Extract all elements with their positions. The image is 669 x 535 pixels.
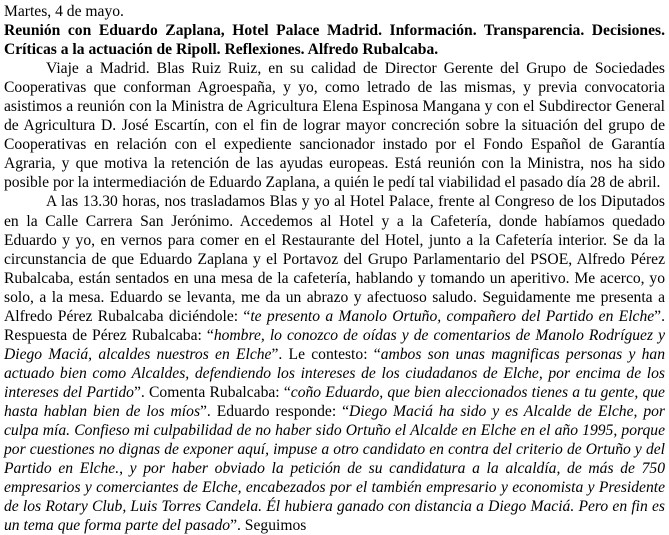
quote-zaplana-response: Diego Maciá ha sido y es Alcalde de Elche, por culpa mía. Confieso mi culpabilidad de no haber sido Ortuño el Alcalde en Elche en el año 1995, porque por cuestiones no dignas de exponer aquí, impuse a otro candidato en contra del criterio de Ortuño y del Partido en Elche., y por haber obviado la petición de su candidatura a la alcaldía, de más de 750 empresarios y comerciantes de Elche, encabezados por el también empresario y economista y Presidente de los Rotary Club, Luis Torres Candela. Él hubiera ganado con distancia a Diego Maciá. Pero en fin es un tema que forma parte del pasado <box>4 402 665 535</box>
paragraph-2-text-2: ”. Respuesta de Pérez Rubalcaba: “ <box>4 307 665 344</box>
document-page <box>4 2 665 535</box>
paragraph-2-text-6: ”. Seguimos <box>230 517 307 535</box>
paragraph-2-text-5: ”. Eduardo responde: “ <box>200 402 350 420</box>
document-title: Reunión con Eduardo Zaplana, Hotel Palace Madrid. Información. Transparencia. Decisiones. Críticas a la actuación de Ripoll. Reflexiones. Alfredo Rubalcaba. <box>4 22 665 59</box>
paragraph-2-text-1: A las 13.30 horas, nos trasladamos Blas y yo al Hotel Palace, frente al Congreso de los Diputados en la Calle Carrera San Jerónimo. Accedemos al Hotel y a la Cafetería, donde habíamos quedado Eduardo y yo, en vernos para comer en el Restaurante del Hotel, junto a la Cafetería interior. Se da la circunstancia de que Eduardo Zaplana y el Portavoz del Grupo Parlamentario del PSOE, Alfredo Pérez Rubalcaba, están sentados en una mesa de la cafetería, hablando y tomando un aperitivo. Me acerco, yo solo, a la mesa. Eduardo se levanta, me da un abrazo y afectuoso saludo. Seguidamente me presenta a Alfredo Pérez Rubalcaba diciéndole: “ <box>4 193 665 325</box>
document-date: Martes, 4 de mayo. <box>4 3 124 20</box>
quote-ortuno-reply: ambos son unas magnificas personas y han actuado bien como Alcaldes, defendiendo los intereses de los ciudadanos de Elche, por encima de los intereses del Partido <box>4 345 666 401</box>
paragraph-2-text-4: ”. Comenta Rubalcaba: “ <box>133 383 291 401</box>
quote-rubalcaba-response: hombre, lo conozco de oídas y de comentarios de Manolo Rodríguez y Diego Maciá, alcaldes nuestros en Elche <box>4 326 665 363</box>
paragraph-1: Viaje a Madrid. Blas Ruiz Ruiz, en su calidad de Director Gerente del Grupo de Sociedades Cooperativas que conforman Agroespaña, y yo, como letrado de las mismas, y previa convocatoria asistimos a reunión con la Ministra de Agricultura Elena Espinosa Mangana y con el Subdirector General de Agricultura D. José Escartín, con el fin de lograr mayor concreción sobre la situación del grupo de Cooperativas en relación con el expediente sancionador instado por el Fondo Español de Garantía Agraria, y que motiva la retención de las ayudas europeas. Está reunión con la Ministra, nos ha sido posible por la intermediación de Eduardo Zaplana, a quién le pedí tal viabilidad el pasado día 28 de abril. <box>4 60 665 192</box>
paragraph-2 <box>4 192 665 535</box>
quote-ortuno-introduction: te presento a Manolo Ortuño, compañero del Partido en Elche <box>250 307 655 325</box>
paragraph-2-text-3: ”. Le contesto: “ <box>271 345 381 363</box>
quote-rubalcaba-comment: coño Eduardo, que bien aleccionados tienes a tu gente, que hasta hablan bien de los míos <box>4 383 665 420</box>
